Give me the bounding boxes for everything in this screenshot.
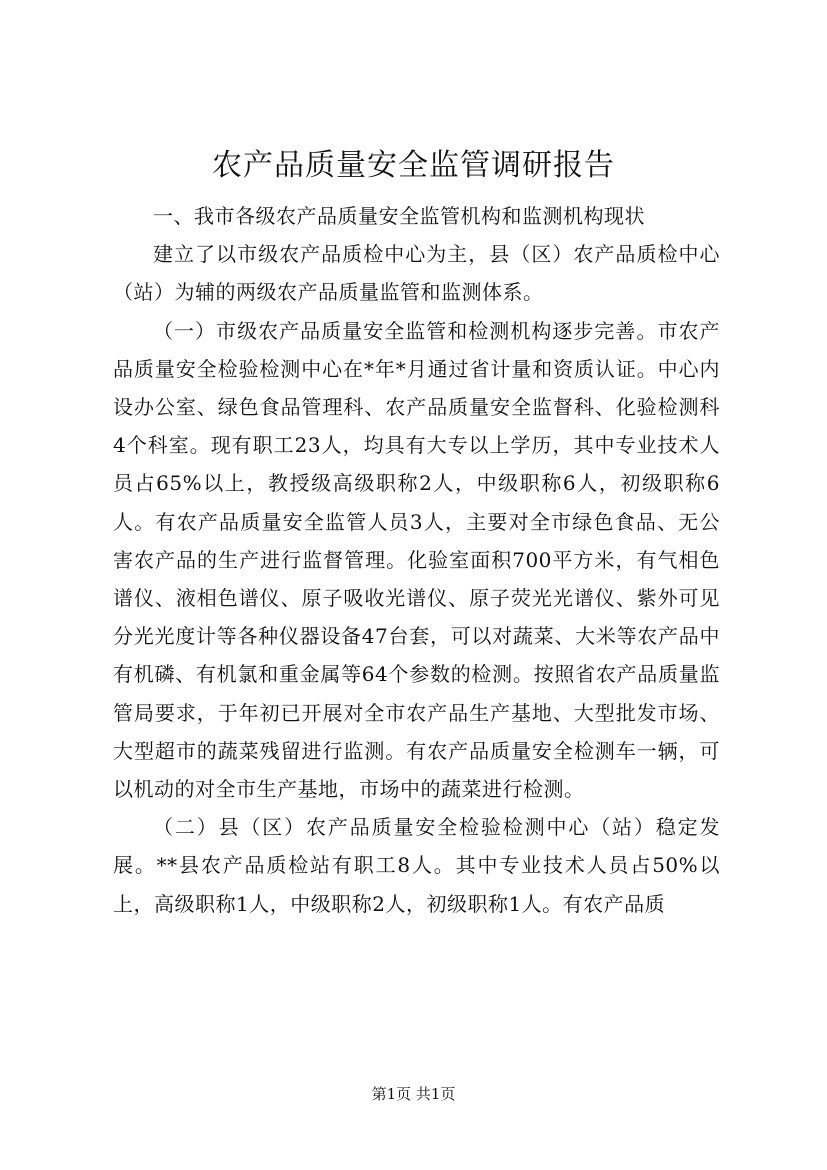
paragraph: （二）县（区）农产品质量安全检验检测中心（站）稳定发展。**县农产品质检站有职工8人。其中专业技术人员占50%以上，高级职称1人，中级职称2人，初级职称1人。有农产品质: [113, 815, 720, 916]
page-footer: 第1页 共1页: [371, 1085, 456, 1103]
paragraph: （一）市级农产品质量安全监管和检测机构逐步完善。市农产品质量安全检验检测中心在*年*月通过省计量和资质认证。中心内设办公室、绿色食品管理科、农产品质量安全监督科、化验检测科4个科室。现有职工23人，均具有大专以上学历，其中专业技术人员占65%以上，教授级高级职称2人，中级职称6人，初级职称6人。有农产品质量安全监管人员3人，主要对全市绿色食品、无公害农产品的生产进行监督管理。化验室面积700平方米，有气相色谱仪、液相色谱仪、原子吸收光谱仪、原子荧光光谱仪、紫外可见分光光度计等各种仪器设备47台套，可以对蔬菜、大米等农产品中有机磷、有机氯和重金属等64个参数的检测。按照省农产品质量监管局要求，于年初已开展对全市农产品生产基地、大型批发市场、大型超市的蔬菜残留进行监测。有农产品质量安全检测车一辆，可以机动的对全市生产基地，市场中的蔬菜进行检测。: [113, 318, 720, 802]
section-heading: 一、我市各级农产品质量安全监管机构和监测机构现状: [153, 204, 645, 228]
document-body: [113, 197, 720, 923]
paragraph: 建立了以市级农产品质检中心为主，县（区）农产品质检中心（站）为辅的两级农产品质量监管和监测体系。: [113, 242, 720, 305]
document-title: 农产品质量安全监管调研报告: [212, 148, 615, 183]
